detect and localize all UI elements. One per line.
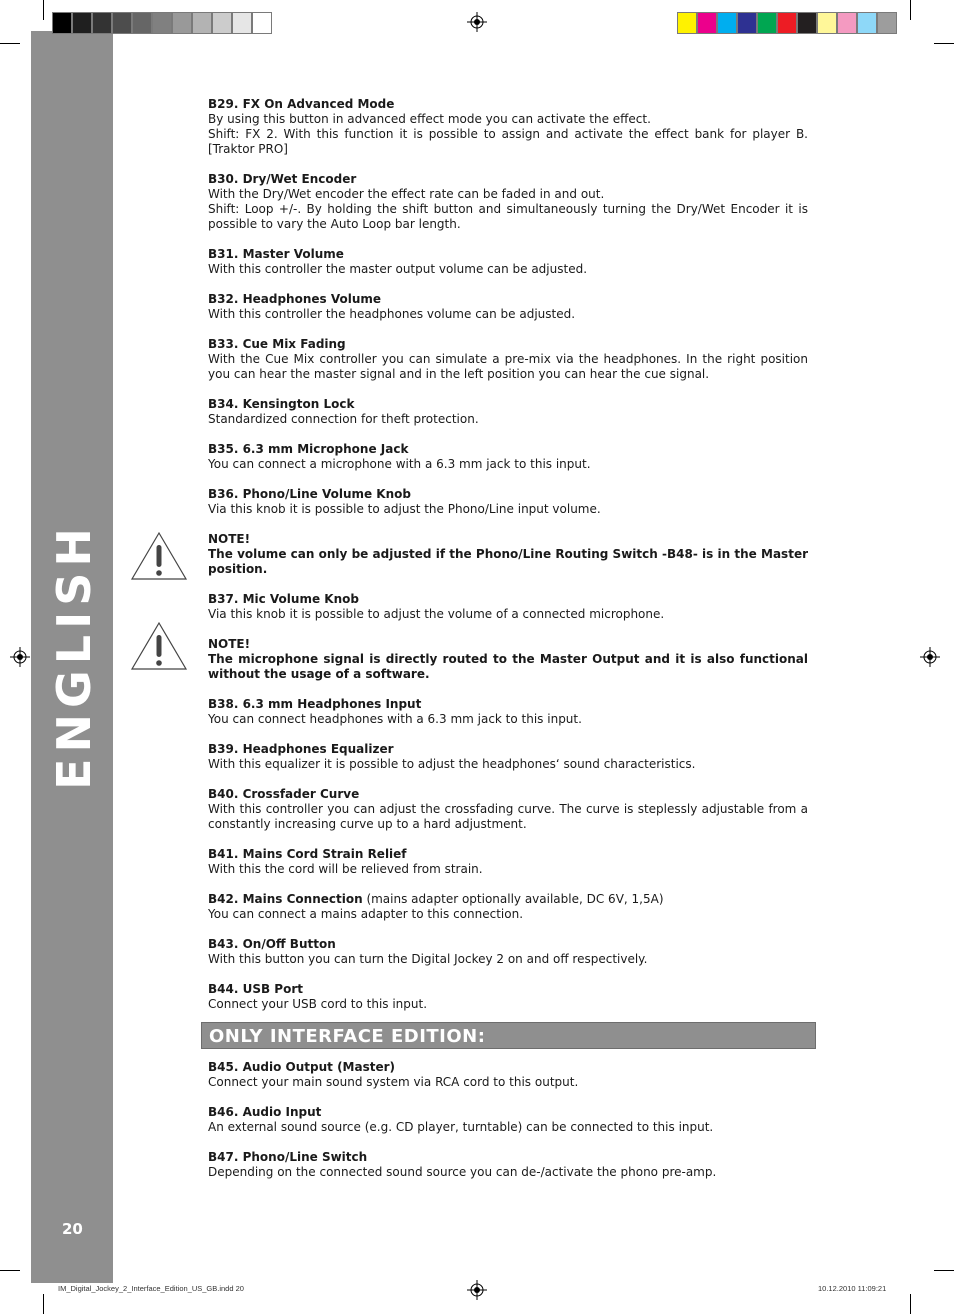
entry-title-line (208, 337, 808, 352)
entry-title: B30. Dry/Wet Encoder (208, 172, 357, 186)
entry-title: B47. Phono/Line Switch (208, 1150, 368, 1164)
manual-entry (208, 1060, 808, 1090)
crop-mark (43, 1294, 44, 1314)
calibration-swatch (112, 12, 132, 34)
manual-entry (208, 1150, 808, 1180)
entry-title-line (208, 892, 808, 907)
calibration-swatch (797, 12, 817, 34)
interface-edition-content (208, 1060, 808, 1195)
entry-title: B29. FX On Advanced Mode (208, 97, 395, 111)
registration-mark-icon (467, 12, 487, 32)
crop-mark (934, 1270, 954, 1271)
entry-title-line (208, 247, 808, 262)
calibration-swatch (152, 12, 172, 34)
entry-title-line (208, 982, 808, 997)
note-block (208, 637, 808, 682)
manual-entry (208, 697, 808, 727)
entry-title: B34. Kensington Lock (208, 397, 355, 411)
calibration-swatch (212, 12, 232, 34)
entry-title-line (208, 1150, 808, 1165)
manual-entry (208, 1105, 808, 1135)
entry-text: With this button you can turn the Digital Jockey 2 on and off respectively. (208, 952, 648, 966)
entry-text: With this controller the headphones volume can be adjusted. (208, 307, 576, 321)
calibration-swatch (757, 12, 777, 34)
entry-title: B36. Phono/Line Volume Knob (208, 487, 411, 501)
entry-text: Shift: Loop +/-. By holding the shift button and simultaneously turning the Dry/Wet Encoder it is possible to vary the Auto Loop bar length. (208, 202, 808, 231)
entry-text: With the Cue Mix controller you can simulate a pre-mix via the headphones. In the right position you can hear the master signal and in the left position you can hear the cue signal. (208, 352, 808, 381)
entry-title-line (208, 592, 808, 607)
slug-filename: IM_Digital_Jockey_2_Interface_Edition_US_GB.indd 20 (58, 1284, 244, 1293)
calibration-swatch (72, 12, 92, 34)
entry-text: By using this button in advanced effect mode you can activate the effect. (208, 112, 651, 126)
entry-text: With this controller the master output volume can be adjusted. (208, 262, 588, 276)
entry-title-line (208, 442, 808, 457)
entry-text: With this equalizer it is possible to adjust the headphones‘ sound characteristics. (208, 757, 696, 771)
manual-content (208, 97, 808, 1027)
calibration-swatch (877, 12, 897, 34)
entry-text: Connect your main sound system via RCA cord to this output. (208, 1075, 579, 1089)
manual-entry (208, 247, 808, 277)
entry-title-line (208, 97, 808, 112)
entry-title: B32. Headphones Volume (208, 292, 382, 306)
calibration-swatch (737, 12, 757, 34)
entry-title-line (208, 787, 808, 802)
entry-text: Connect your USB cord to this input. (208, 997, 428, 1011)
manual-entry (208, 442, 808, 472)
entry-text: With this the cord will be relieved from strain. (208, 862, 483, 876)
crop-mark (910, 0, 911, 20)
calibration-swatch (52, 12, 72, 34)
crop-mark (43, 0, 44, 20)
page-number: 20 (62, 1220, 83, 1238)
manual-entry (208, 592, 808, 622)
manual-entry (208, 337, 808, 382)
note-text: The volume can only be adjusted if the Phono/Line Routing Switch -B48- is in the Master position. (208, 547, 808, 576)
calibration-swatch (252, 12, 272, 34)
manual-entry (208, 172, 808, 232)
calibration-swatch (697, 12, 717, 34)
entry-title-line (208, 487, 808, 502)
manual-entry (208, 937, 808, 967)
note-text: The microphone signal is directly routed to the Master Output and it is also functional without the usage of a software. (208, 652, 808, 681)
language-label: ENGLISH (47, 522, 101, 790)
color-calibration-bar (677, 12, 897, 34)
entry-title: B42. Mains Connection (208, 892, 363, 906)
manual-entry (208, 292, 808, 322)
entry-text: You can connect headphones with a 6.3 mm jack to this input. (208, 712, 582, 726)
entry-title: B43. On/Off Button (208, 937, 336, 951)
manual-entry (208, 397, 808, 427)
entry-text: With this controller you can adjust the crossfading curve. The curve is steplessly adjustable from a constantly increasing curve up to a hard adjustment. (208, 802, 808, 831)
section-heading: ONLY INTERFACE EDITION: (201, 1022, 816, 1049)
calibration-swatch (132, 12, 152, 34)
calibration-swatch (232, 12, 252, 34)
entry-text: Depending on the connected sound source you can de-/activate the phono pre-amp. (208, 1165, 717, 1179)
manual-entry (208, 847, 808, 877)
entry-title-line (208, 847, 808, 862)
entry-title: B35. 6.3 mm Microphone Jack (208, 442, 409, 456)
calibration-swatch (837, 12, 857, 34)
calibration-swatch (817, 12, 837, 34)
entry-text: Via this knob it is possible to adjust the Phono/Line input volume. (208, 502, 601, 516)
entry-title: B40. Crossfader Curve (208, 787, 360, 801)
manual-entry (208, 742, 808, 772)
calibration-swatch (92, 12, 112, 34)
warning-icon (130, 621, 188, 671)
entry-title-line (208, 1105, 808, 1120)
entry-title: B39. Headphones Equalizer (208, 742, 394, 756)
slug-timestamp: 10.12.2010 11:09:21 (818, 1284, 887, 1293)
entry-title-line (208, 292, 808, 307)
warning-icon (130, 531, 188, 581)
calibration-swatch (717, 12, 737, 34)
note-block (208, 532, 808, 577)
registration-mark-icon (920, 647, 940, 667)
entry-title-line (208, 172, 808, 187)
manual-entry (208, 787, 808, 832)
registration-mark-icon (467, 1280, 487, 1300)
entry-title-line (208, 697, 808, 712)
calibration-swatch (777, 12, 797, 34)
entry-text: You can connect a microphone with a 6.3 mm jack to this input. (208, 457, 591, 471)
calibration-swatch (857, 12, 877, 34)
registration-mark-icon (10, 647, 30, 667)
entry-title-line (208, 937, 808, 952)
manual-entry (208, 892, 808, 922)
crop-mark (0, 1270, 20, 1271)
entry-title-line (208, 742, 808, 757)
entry-text: Standardized connection for theft protection. (208, 412, 479, 426)
entry-text: Via this knob it is possible to adjust the volume of a connected microphone. (208, 607, 665, 621)
entry-title: B44. USB Port (208, 982, 303, 996)
entry-title-suffix: (mains adapter optionally available, DC 6V, 1,5A) (362, 892, 664, 906)
grayscale-calibration-bar (52, 12, 272, 34)
crop-mark (0, 43, 20, 44)
entry-title: B37. Mic Volume Knob (208, 592, 359, 606)
entry-title: B38. 6.3 mm Headphones Input (208, 697, 422, 711)
entry-title: B41. Mains Cord Strain Relief (208, 847, 407, 861)
manual-entry (208, 487, 808, 517)
entry-title-line (208, 397, 808, 412)
entry-text: Shift: FX 2. With this function it is possible to assign and activate the effect bank for player B. [Traktor PRO] (208, 127, 808, 156)
entry-title-line (208, 1060, 808, 1075)
note-title: NOTE! (208, 532, 251, 546)
entry-title: B45. Audio Output (Master) (208, 1060, 396, 1074)
manual-entry (208, 97, 808, 157)
calibration-swatch (192, 12, 212, 34)
entry-title: B46. Audio Input (208, 1105, 322, 1119)
entry-title: B31. Master Volume (208, 247, 344, 261)
entry-text: You can connect a mains adapter to this connection. (208, 907, 524, 921)
crop-mark (934, 43, 954, 44)
entry-title: B33. Cue Mix Fading (208, 337, 346, 351)
note-title: NOTE! (208, 637, 251, 651)
calibration-swatch (677, 12, 697, 34)
manual-entry (208, 982, 808, 1012)
crop-mark (910, 1294, 911, 1314)
entry-text: An external sound source (e.g. CD player, turntable) can be connected to this input. (208, 1120, 714, 1134)
entry-text: With the Dry/Wet encoder the effect rate can be faded in and out. (208, 187, 605, 201)
calibration-swatch (172, 12, 192, 34)
